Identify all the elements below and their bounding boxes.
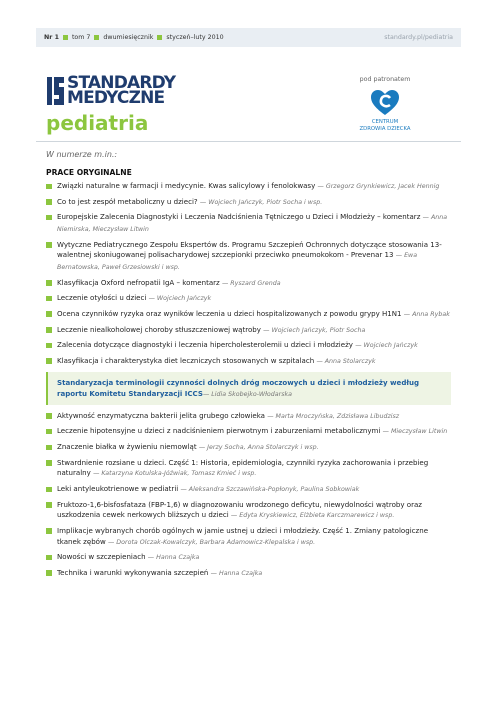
article-item[interactable]	[46, 325, 451, 337]
article-item[interactable]	[46, 309, 451, 321]
article-item[interactable]	[46, 526, 451, 548]
article-item[interactable]	[46, 240, 451, 274]
section-title: PRACE ORYGINALNE	[46, 168, 132, 177]
article-title: Stwardnienie rozsiane u dzieci. Część 1: Historia, epidemiologia, czynniki ryzyka zachorowania i przebieg naturalny	[57, 457, 429, 478]
header-bar	[36, 28, 461, 47]
bullet-icon	[94, 35, 99, 40]
logo-line-2: MEDYCZNE	[67, 88, 165, 108]
bullet-icon	[46, 460, 52, 466]
brand-logo	[47, 73, 176, 108]
bullet-icon	[46, 445, 52, 451]
journal-title: pediatria	[46, 111, 149, 135]
divider	[36, 141, 461, 142]
article-title: Związki naturalne w farmacji i medycynie. Kwas salicylowy i fenolokwasy	[57, 181, 316, 190]
article-title: Fruktozo-1,6-bisfosfataza (FBP-1,6) w diagnozowaniu wrodzonego deficytu, niewydolności wątroby oraz uszkodzenia cewek nerkowych bliższych u dzieci	[57, 499, 422, 520]
issue-volume: tom 7	[71, 34, 91, 41]
bullet-icon	[46, 570, 52, 576]
article-authors: — Dorota Olczak-Kowalczyk, Barbara Adamowicz-Klepalska i wsp.	[108, 538, 316, 546]
article-title: Leczenie otyłości u dzieci	[57, 293, 147, 303]
article-title: Implikacje wybranych chorób ogólnych w jamie ustnej u dzieci i młodzieży. Część 1. Zmiany patologiczne tkanek zębów	[57, 525, 429, 546]
article-title: Wytyczne Pediatrycznego Zespołu Ekspertów ds. Programu Szczepień Ochronnych dotyczące stosowania 13-walentnej skoniugowanej polisacharydowej szczepionki przeciwko pneumokokom - Prevenar 13	[57, 239, 442, 260]
bullet-icon	[46, 487, 52, 493]
bullet-icon	[46, 184, 52, 190]
article-authors: — Jerzy Socha, Anna Stolarczyk i wsp.	[198, 444, 319, 452]
article-item[interactable]	[46, 411, 451, 423]
intro-text: W numerze m.in.:	[46, 150, 118, 159]
article-authors: — Wojciech Jańczyk	[355, 342, 418, 350]
bullet-icon	[46, 429, 52, 435]
bullet-icon	[46, 215, 52, 221]
issue-frequency: dwumiesięcznik	[103, 34, 154, 41]
patronage-label: pod patronatem	[359, 76, 411, 83]
article-title: Europejskie Zalecenia Diagnostyki i Leczenia Nadciśnienia Tętniczego u Dzieci i Młodzieży – komentarz	[57, 212, 421, 222]
article-item[interactable]	[46, 356, 451, 368]
article-item[interactable]	[46, 181, 451, 193]
article-authors: — Marta Mroczyńska, Zdzisława Libudzisz	[267, 412, 400, 420]
article-authors: — Anna Stolarczyk	[316, 357, 376, 365]
article-item[interactable]	[46, 458, 451, 480]
bullet-icon	[157, 35, 162, 40]
article-title: Klasyfikacja i charakterystyka diet leczniczych stosowanych w szpitalach	[57, 355, 315, 365]
article-title: Technika i warunki wykonywania szczepień	[57, 567, 209, 577]
issue-number: Nr 1	[44, 34, 59, 41]
article-item[interactable]	[46, 442, 451, 454]
bullet-icon	[46, 327, 52, 333]
article-title: Co to jest zespół metaboliczny u dzieci?	[57, 196, 198, 206]
article-item[interactable]	[46, 552, 451, 564]
article-authors: — Ryszard Grenda	[222, 279, 281, 287]
article-authors: — Wojciech Jańczyk	[148, 295, 212, 303]
bullet-icon	[46, 555, 52, 561]
article-authors: — Edyta Kryskiewicz, Elżbieta Karczmarewicz i wsp.	[230, 512, 395, 520]
article-title: Klasyfikacja Oxford nefropatii IgA – komentarz	[57, 277, 220, 287]
article-item[interactable]	[46, 500, 451, 522]
article-item[interactable]	[46, 212, 451, 235]
article-title: Aktywność enzymatyczna bakterii jelita grubego człowieka	[57, 410, 265, 420]
article-authors: — Wojciech Jańczyk, Piotr Socha	[263, 326, 366, 334]
site-url-link[interactable]: standardy.pl/pediatria	[384, 34, 453, 41]
patronage-org-line-2: ZDROWIA DZIECKA	[359, 126, 411, 132]
article-authors: — Ewa Bernatowska, Paweł Grzesiowski i wsp.	[57, 252, 418, 271]
bullet-icon	[46, 311, 52, 317]
featured-authors: — Lidia Skobejko-Włodarska	[202, 390, 292, 398]
patronage	[355, 76, 415, 133]
bullet-icon	[46, 358, 52, 364]
article-item[interactable]	[46, 426, 451, 438]
issue-date: styczeń–luty 2010	[166, 34, 224, 41]
logo-mark-icon	[47, 76, 64, 106]
article-authors: — Anna Rybak	[403, 310, 450, 318]
bullet-icon	[46, 199, 52, 205]
heart-logo-icon	[370, 89, 400, 117]
article-item[interactable]	[46, 197, 451, 209]
article-title: Znaczenie białka w żywieniu niemowląt	[57, 442, 197, 452]
article-list	[46, 181, 451, 584]
article-authors: — Anna Niemirska, Mieczysław Litwin	[57, 214, 448, 233]
logo-line-1: STANDARDY	[67, 73, 176, 93]
bullet-icon	[46, 296, 52, 302]
article-title: Leczenie hipotensyjne u dzieci z nadciśnieniem pierwotnym i zaburzeniami metabolicznymi	[57, 426, 381, 436]
article-authors: — Katarzyna Kotulska-Jóźwiak, Tomasz Kmieć i wsp.	[93, 470, 257, 478]
article-title: Leczenie niealkoholowej choroby stłuszczeniowej wątroby	[57, 324, 261, 334]
bullet-icon	[63, 35, 68, 40]
article-authors: — Mieczysław Litwin	[382, 428, 448, 436]
featured-title: Standaryzacja terminologii czynności dolnych dróg moczowych u dzieci i młodzieży według raportu Komitetu Standaryzacji ICCS	[57, 377, 420, 398]
featured-article[interactable]	[46, 372, 451, 405]
article-item[interactable]	[46, 568, 451, 580]
article-authors: — Aleksandra Szczawińska-Popłonyk, Paulina Sobkowiak	[180, 486, 360, 493]
article-item[interactable]	[46, 293, 451, 305]
article-authors: — Hanna Czajka	[210, 569, 263, 577]
bullet-icon	[46, 413, 52, 419]
article-item[interactable]	[46, 278, 451, 290]
bullet-icon	[46, 502, 52, 508]
bullet-icon	[46, 528, 52, 534]
bullet-icon	[46, 343, 52, 349]
article-title: Nowości w szczepieniach	[57, 552, 146, 562]
bullet-icon	[46, 242, 52, 248]
article-title: Ocena czynników ryzyka oraz wyników leczenia u dzieci hospitalizowanych z powodu grypy H1N1	[57, 308, 402, 318]
issue-meta	[44, 34, 224, 41]
article-authors: — Hanna Czajka	[147, 554, 200, 562]
article-title: Zalecenia dotyczące diagnostyki i leczenia hipercholesterolemii u dzieci i młodzieży	[57, 340, 353, 350]
article-authors: — Wojciech Jańczyk, Piotr Socha i wsp.	[199, 198, 323, 206]
patronage-org-line-1: CENTRUM	[371, 119, 399, 125]
article-title: Leki antyleukotrienowe w pediatrii	[57, 484, 179, 493]
article-item[interactable]	[46, 484, 451, 496]
bullet-icon	[46, 280, 52, 286]
article-authors: — Grzegorz Grynkiewicz, Jacek Hennig	[317, 183, 440, 190]
article-item[interactable]	[46, 340, 451, 352]
